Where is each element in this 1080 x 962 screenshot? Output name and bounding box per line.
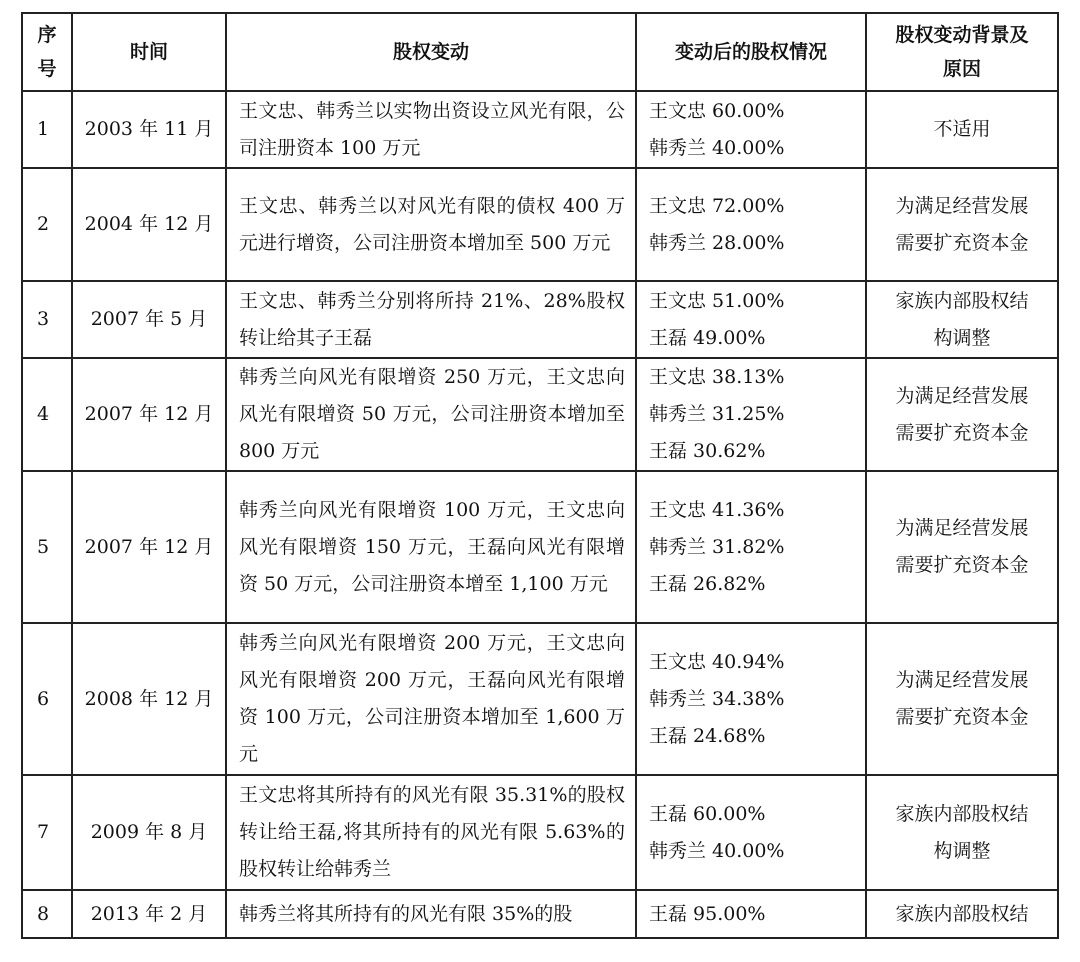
table-row [22, 168, 1058, 281]
shareholding-line: 王文忠 40.94% [649, 650, 785, 673]
table-row [22, 471, 1058, 623]
cell-seq: 7 [22, 775, 72, 890]
cell-seq: 5 [22, 471, 72, 623]
cell-time: 2007 年 5 月 [72, 281, 226, 358]
reason-line: 家族内部股权结 [895, 802, 1029, 825]
cell-change: 韩秀兰向风光有限增资 250 万元，王文忠向风光有限增资 50 万元，公司注册资本增加至 800 万元 [226, 358, 636, 471]
equity-change-table-container [21, 12, 1059, 939]
cell-time: 2007 年 12 月 [72, 358, 226, 471]
cell-change: 王文忠将其所持有的风光有限 35.31%的股权转让给王磊,将其所持有的风光有限 5.63%的股权转让给韩秀兰 [226, 775, 636, 890]
cell-change: 韩秀兰向风光有限增资 100 万元，王文忠向风光有限增资 150 万元，王磊向风光有限增资 50 万元，公司注册资本增至 1,100 万元 [226, 471, 636, 623]
cell-after [636, 775, 866, 890]
cell-reason [866, 281, 1058, 358]
cell-change: 王文忠、韩秀兰以对风光有限的债权 400 万元进行增资，公司注册资本增加至 500 万元 [226, 168, 636, 281]
header-reason-line: 股权变动背景及 [895, 24, 1029, 46]
header-seq [22, 13, 72, 91]
cell-seq: 2 [22, 168, 72, 281]
cell-seq: 3 [22, 281, 72, 358]
cell-after [636, 358, 866, 471]
cell-seq: 1 [22, 91, 72, 168]
shareholding-line: 韩秀兰 34.38% [649, 687, 785, 710]
cell-after [636, 91, 866, 168]
cell-change: 王文忠、韩秀兰以实物出资设立风光有限，公司注册资本 100 万元 [226, 91, 636, 168]
shareholding-line: 韩秀兰 40.00% [649, 839, 785, 862]
cell-time: 2009 年 8 月 [72, 775, 226, 890]
cell-after [636, 281, 866, 358]
cell-reason [866, 623, 1058, 775]
table-row [22, 281, 1058, 358]
cell-after [636, 890, 866, 938]
shareholding-line: 王磊 49.00% [649, 326, 766, 349]
cell-time: 2007 年 12 月 [72, 471, 226, 623]
cell-after [636, 623, 866, 775]
reason-line: 家族内部股权结 [895, 289, 1029, 312]
cell-reason [866, 168, 1058, 281]
shareholding-line: 王文忠 60.00% [649, 99, 785, 122]
reason-line: 需要扩充资本金 [895, 231, 1029, 254]
equity-change-table [21, 12, 1059, 939]
reason-line: 为满足经营发展 [895, 669, 1029, 691]
table-row [22, 358, 1058, 471]
header-after: 变动后的股权情况 [636, 13, 866, 91]
cell-reason [866, 890, 1058, 938]
reason-line: 构调整 [933, 326, 991, 349]
reason-line: 为满足经营发展 [895, 517, 1029, 539]
reason-line: 需要扩充资本金 [895, 421, 1029, 444]
cell-seq: 6 [22, 623, 72, 775]
reason-line: 需要扩充资本金 [895, 554, 1029, 576]
table-header-row [22, 13, 1058, 91]
shareholding-line: 王文忠 72.00% [649, 194, 785, 217]
reason-line: 家族内部股权结 [895, 902, 1029, 925]
cell-change: 韩秀兰向风光有限增资 200 万元，王文忠向风光有限增资 200 万元，王磊向风光有限增资 100 万元，公司注册资本增加至 1,600 万元 [226, 623, 636, 775]
cell-reason [866, 358, 1058, 471]
cell-change: 王文忠、韩秀兰分别将所持 21%、28%股权转让给其子王磊 [226, 281, 636, 358]
reason-line: 需要扩充资本金 [895, 706, 1029, 728]
cell-reason [866, 471, 1058, 623]
header-reason-line: 原因 [942, 58, 981, 80]
shareholding-line: 韩秀兰 40.00% [649, 136, 785, 159]
shareholding-line: 王磊 95.00% [649, 902, 766, 925]
shareholding-line: 王磊 24.68% [649, 724, 766, 747]
table-row [22, 775, 1058, 890]
shareholding-line: 王文忠 41.36% [649, 498, 785, 521]
shareholding-line: 韩秀兰 28.00% [649, 231, 785, 254]
cell-reason [866, 775, 1058, 890]
cell-time: 2008 年 12 月 [72, 623, 226, 775]
table-row [22, 890, 1058, 938]
cell-change: 韩秀兰将其所持有的风光有限 35%的股 [226, 890, 636, 938]
header-reason [866, 13, 1058, 91]
reason-line: 不适用 [933, 118, 991, 140]
reason-line: 构调整 [933, 839, 991, 862]
shareholding-line: 韩秀兰 31.25% [649, 403, 785, 425]
shareholding-line: 王文忠 38.13% [649, 366, 785, 388]
table-row [22, 91, 1058, 168]
header-change: 股权变动 [226, 13, 636, 91]
header-seq-line: 号 [37, 58, 57, 80]
reason-line: 为满足经营发展 [895, 384, 1029, 407]
header-seq-line: 序 [37, 24, 57, 46]
shareholding-line: 王磊 60.00% [649, 802, 766, 825]
cell-time: 2003 年 11 月 [72, 91, 226, 168]
cell-time: 2004 年 12 月 [72, 168, 226, 281]
cell-after [636, 168, 866, 281]
cell-seq: 8 [22, 890, 72, 938]
shareholding-line: 王磊 26.82% [649, 572, 766, 595]
cell-time: 2013 年 2 月 [72, 890, 226, 938]
header-time: 时间 [72, 13, 226, 91]
reason-line: 为满足经营发展 [895, 194, 1029, 217]
table-row [22, 623, 1058, 775]
cell-reason [866, 91, 1058, 168]
cell-seq: 4 [22, 358, 72, 471]
shareholding-line: 王文忠 51.00% [649, 289, 785, 312]
shareholding-line: 王磊 30.62% [649, 440, 766, 462]
shareholding-line: 韩秀兰 31.82% [649, 535, 785, 558]
cell-after [636, 471, 866, 623]
